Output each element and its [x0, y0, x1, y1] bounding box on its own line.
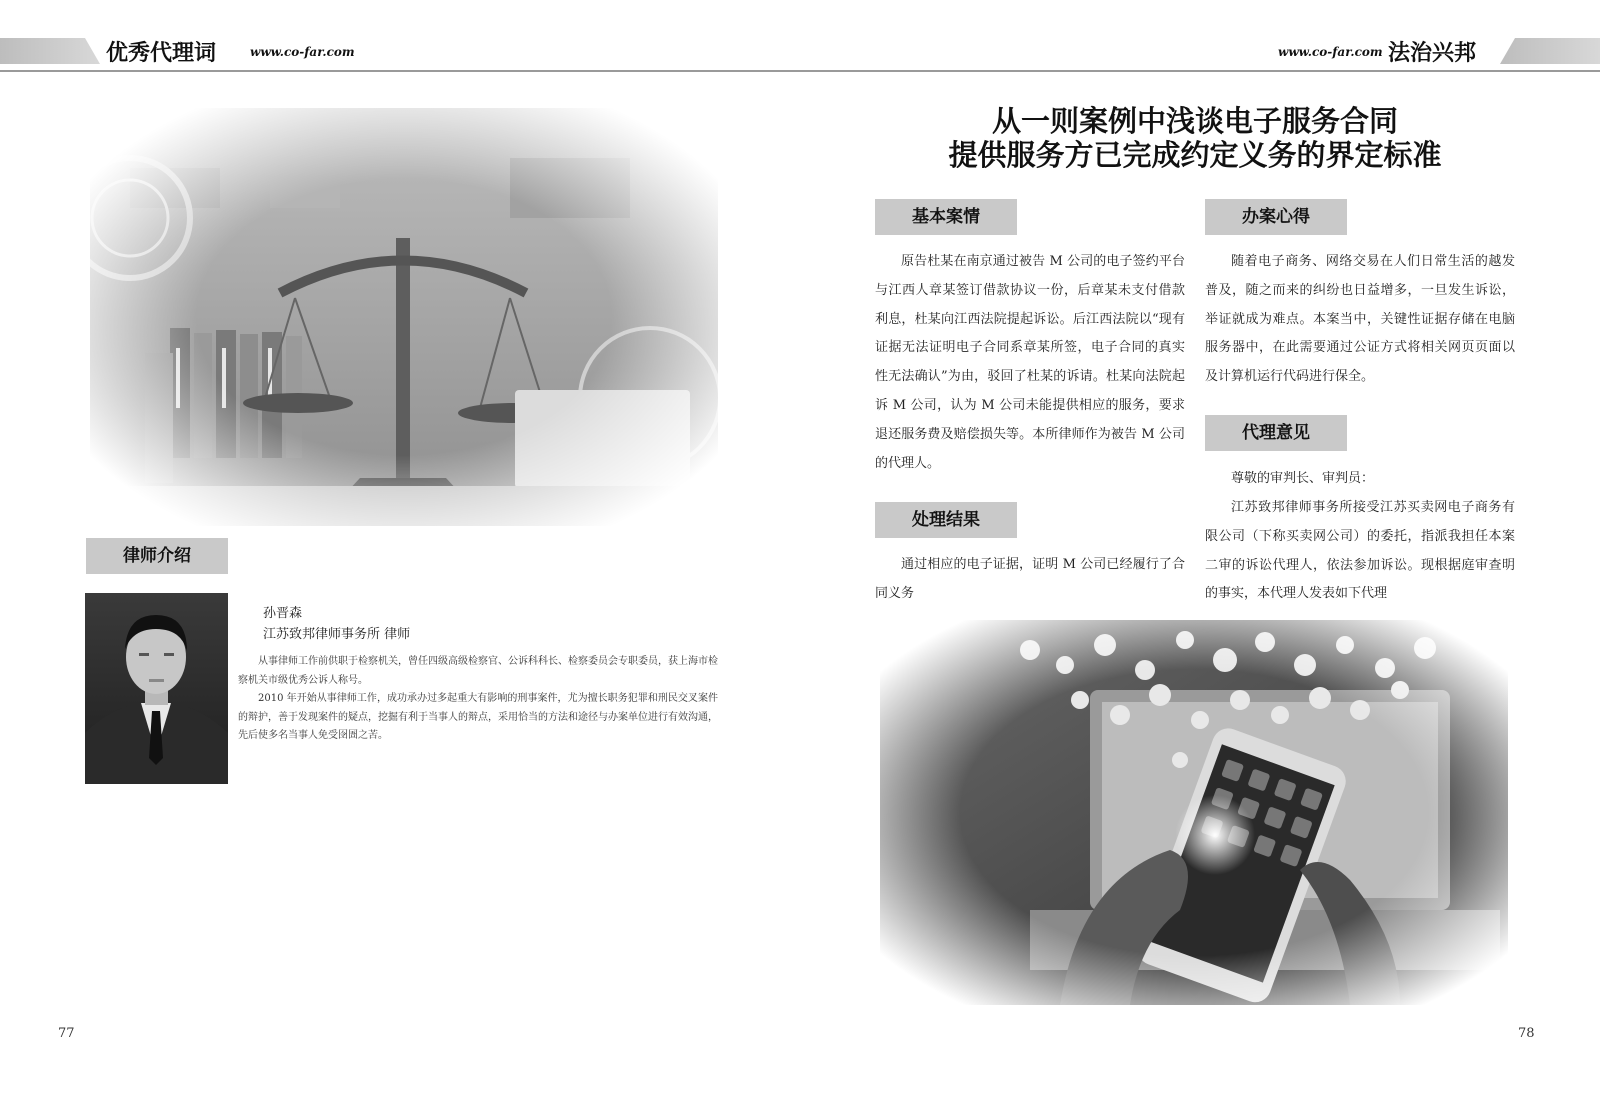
lawyer-bio-paragraph: 从事律师工作前供职于检察机关，曾任四级高级检察官、公诉科科长、检察委员会专职委员，获上海市检察机关市级优秀公诉人称号。: [238, 656, 718, 686]
lawyer-name: 孙晋森: [263, 606, 303, 621]
basic-facts-tag: 基本案情: [875, 199, 1017, 235]
header-left-url: www.co-far.com: [250, 45, 355, 59]
smartphone-apps-image: [880, 620, 1508, 1005]
lawyer-bio: [238, 653, 718, 746]
header-left-title: 优秀代理词: [106, 41, 217, 66]
lawyer-intro-tag: 律师介绍: [86, 538, 228, 574]
article-title: [870, 104, 1520, 172]
basic-facts-text: 原告杜某在南京通过被告 M 公司的电子签约平台与江西人章某签订借款协议一份，后章某未支付借款利息，杜某向江西法院提起诉讼。后江西法院以“现有证据无法证明电子合同系章某所签，电子合同的真实性无法确认”为由，驳回了杜某的诉请。杜某向法院起诉 M 公司，认为 M 公司未能提供相应的服务，要求退还服务费及赔偿损失等。本所律师作为被告 M 公司的代理人。: [875, 254, 1185, 471]
article-title-line1: 从一则案例中浅谈电子服务合同: [991, 104, 1398, 138]
header-divider: [0, 70, 1600, 72]
experience-tag: 办案心得: [1205, 199, 1347, 235]
header-right-title: 法治兴邦: [1388, 41, 1477, 66]
lawyer-firm: 江苏致邦律师事务所 律师: [263, 627, 411, 642]
lawyer-bio-paragraph: 2010 年开始从事律师工作，成功承办过多起重大有影响的刑事案件，尤为擅长职务犯罪和刑民交叉案件的辩护，善于发现案件的疑点，挖掘有利于当事人的辩点，采用恰当的方法和途径与办案单位进行有效沟通，先后使多名当事人免受囹圄之苦。: [238, 693, 718, 741]
opinion-salutation: 尊敬的审判长、审判员：: [1231, 471, 1375, 486]
page-number-right: 78: [1518, 1026, 1535, 1041]
result-tag: 处理结果: [875, 502, 1017, 538]
lawyer-photo: [85, 593, 228, 784]
experience-text: 随着电子商务、网络交易在人们日常生活的越发普及，随之而来的纠纷也日益增多，一旦发生诉讼，举证就成为难点。本案当中，关键性证据存储在电脑服务器中，在此需要通过公证方式将相关网页页面以及计算机运行代码进行保全。: [1205, 254, 1515, 385]
result-text: 通过相应的电子证据，证明 M 公司已经履行了合同义务: [875, 557, 1185, 601]
header-right-url: www.co-far.com: [1278, 45, 1383, 59]
justice-scales-image: [90, 108, 718, 526]
header-right-bar: [1500, 38, 1600, 64]
header-left-bar: [0, 38, 100, 64]
page-number-left: 77: [58, 1026, 75, 1041]
opinion-tag: 代理意见: [1205, 415, 1347, 451]
article-title-line2: 提供服务方已完成约定义务的界定标准: [948, 138, 1442, 172]
opinion-text: 江苏致邦律师事务所接受江苏买卖网电子商务有限公司（下称买卖网公司）的委托，指派我担任本案二审的诉讼代理人，依法参加诉讼。现根据庭审查明的事实，本代理人发表如下代理: [1205, 500, 1515, 602]
